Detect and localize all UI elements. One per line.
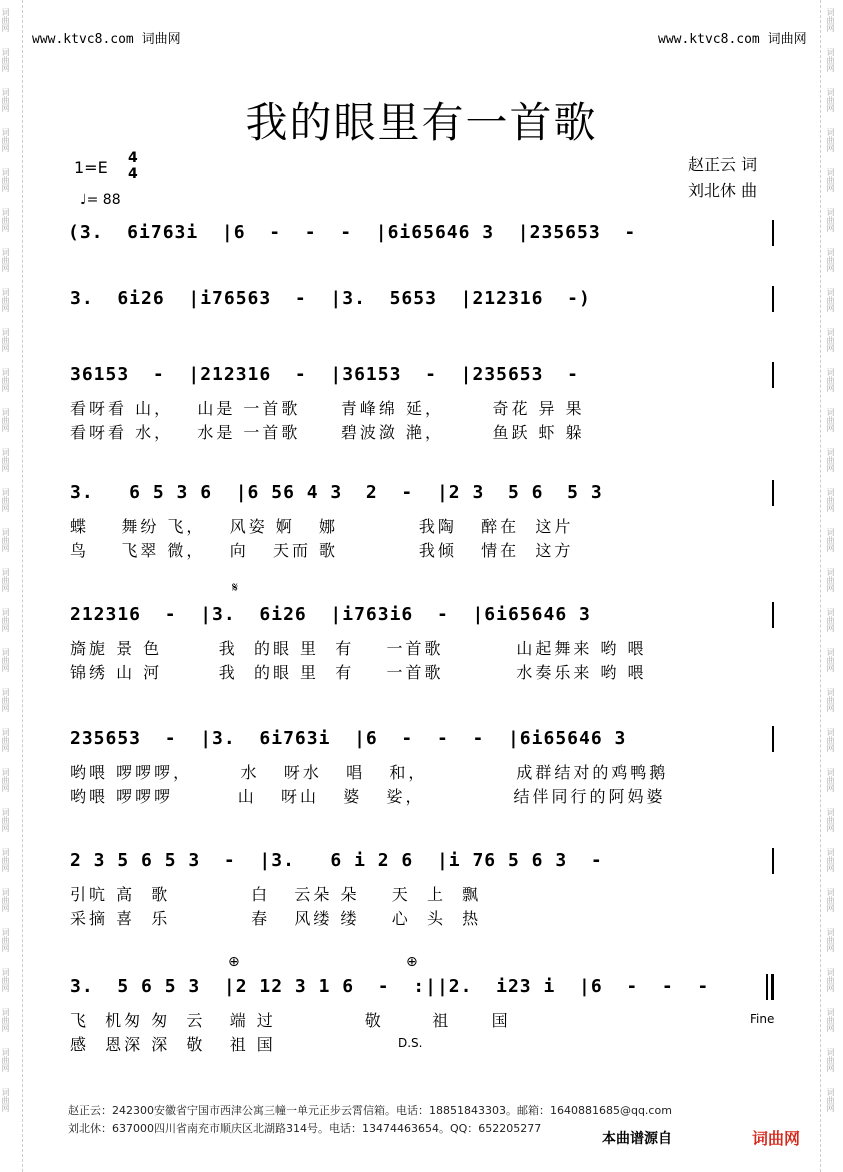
barline xyxy=(772,220,774,246)
score-system-6-notes: 235653 - |3. 6i763i |6 - - - |6i65646 3 xyxy=(70,728,627,749)
final-barline xyxy=(771,974,774,1000)
segno-mark: 𝄋 xyxy=(232,580,239,596)
score-system-4-notes: 3. 6 5 3 6 |6 56 4 3 2 - |2 3 5 6 5 3 xyxy=(70,482,603,503)
right-border xyxy=(820,0,821,1172)
score-system-3-notes: 36153 - |212316 - |36153 - |235653 - xyxy=(70,364,603,385)
barline xyxy=(772,726,774,752)
lyric-verse-1: 飞 机匆 匆 云 端 过 敬 祖 国 xyxy=(70,1011,511,1030)
lyricist-credit: 赵正云 词 xyxy=(688,155,758,174)
source-label: 本曲谱源自 xyxy=(602,1131,672,1147)
score-system-5-notes: 212316 - |3. 6i26 |i763i6 - |6i65646 3 xyxy=(70,604,591,625)
song-title: 我的眼里有一首歌 xyxy=(245,98,598,147)
barline xyxy=(772,602,774,628)
site-watermark-left: www.ktvc8.com 词曲网 xyxy=(32,32,181,47)
score-system-2-notes: 3. 6i26 |i76563 - |3. 5653 |212316 -) xyxy=(70,288,591,309)
lyric-verse-2: 哟喂 啰啰啰 山 呀山 婆 娑， 结伴同行的阿妈婆 xyxy=(70,787,666,806)
left-border xyxy=(22,0,23,1172)
lyric-verse-2: 看呀看 水， 水是 一首歌 碧波潋 滟， 鱼跃 虾 躲 xyxy=(70,423,585,442)
tempo-marking: ♩= 88 xyxy=(80,192,121,208)
score-system-7-notes: 2 3 5 6 5 3 - |3. 6 i 2 6 |i 76 5 6 3 - xyxy=(70,850,603,871)
barline xyxy=(772,480,774,506)
barline xyxy=(766,974,768,1000)
barline xyxy=(772,286,774,312)
fine-mark: Fine xyxy=(750,1012,775,1026)
time-signature: 4 4 xyxy=(128,150,138,182)
left-watermark-strip: 词曲网 词曲网 词曲网 词曲网 词曲网 词曲网 词曲网 词曲网 词曲网 词曲网 词曲网 词曲网 词曲网 词曲网 词曲网 词曲网 词曲网 词曲网 词曲网 词曲网 词曲网 词曲网 词曲网 词曲网 词曲网 词曲网 词曲网 词曲网 xyxy=(1,8,10,1112)
ds-mark: D.S. xyxy=(398,1036,423,1050)
barline xyxy=(772,848,774,874)
footer-lyricist-contact: 赵正云：242300安徽省宁国市西津公寓三幢一单元正步云霄信箱。电话：18851843303。邮箱：1640881685@qq.com xyxy=(68,1104,672,1117)
lyric-verse-2: 采摘 喜 乐 春 风缕 缕 心 头 热 xyxy=(70,909,482,928)
key-signature: 1=E xyxy=(74,158,108,177)
site-watermark-right: www.ktvc8.com 词曲网 xyxy=(658,32,807,47)
composer-credit: 刘北休 曲 xyxy=(688,181,758,200)
lyric-verse-1: 看呀看 山， 山是 一首歌 青峰绵 延， 奇花 异 果 xyxy=(70,399,585,418)
score-system-1-notes: (3. 6i763i |6 - - - |6i65646 3 |235653 - xyxy=(68,222,660,243)
lyric-verse-2: 鸟 飞翠 微， 向 天而 歌 我倾 情在 这方 xyxy=(70,541,574,560)
lyric-verse-1: 哟喂 啰啰啰， 水 呀水 唱 和， 成群结对的鸡鸭鹅 xyxy=(70,763,669,782)
coda-mark: ⊕ xyxy=(228,954,240,970)
barline xyxy=(772,362,774,388)
coda-mark: ⊕ xyxy=(406,954,418,970)
right-watermark-strip: 词曲网 词曲网 词曲网 词曲网 词曲网 词曲网 词曲网 词曲网 词曲网 词曲网 词曲网 词曲网 词曲网 词曲网 词曲网 词曲网 词曲网 词曲网 词曲网 词曲网 词曲网 词曲网 词曲网 词曲网 词曲网 词曲网 词曲网 词曲网 xyxy=(826,8,835,1112)
lyric-verse-1: 蝶 舞纷 飞， 风姿 婀 娜 我陶 醉在 这片 xyxy=(70,517,574,536)
lyric-verse-1: 旖旎 景 色 我 的眼 里 有 一首歌 山起舞来 哟 喂 xyxy=(70,639,647,658)
footer-composer-contact: 刘北休：637000四川省南充市顺庆区北湖路314号。电话：13474463654。QQ：652205277 xyxy=(68,1122,542,1135)
lyric-verse-2: 锦绣 山 河 我 的眼 里 有 一首歌 水奏乐来 哟 喂 xyxy=(70,663,647,682)
brand-logo[interactable]: 词曲网 xyxy=(752,1129,801,1148)
score-system-8-notes: 3. 5 6 5 3 |2 12 3 1 6 - :||2. i23 i |6 - - - xyxy=(70,976,710,997)
lyric-verse-2: 感 恩深 深 敬 祖 国 xyxy=(70,1035,276,1054)
lyric-verse-1: 引吭 高 歌 白 云朵 朵 天 上 飘 xyxy=(70,885,482,904)
